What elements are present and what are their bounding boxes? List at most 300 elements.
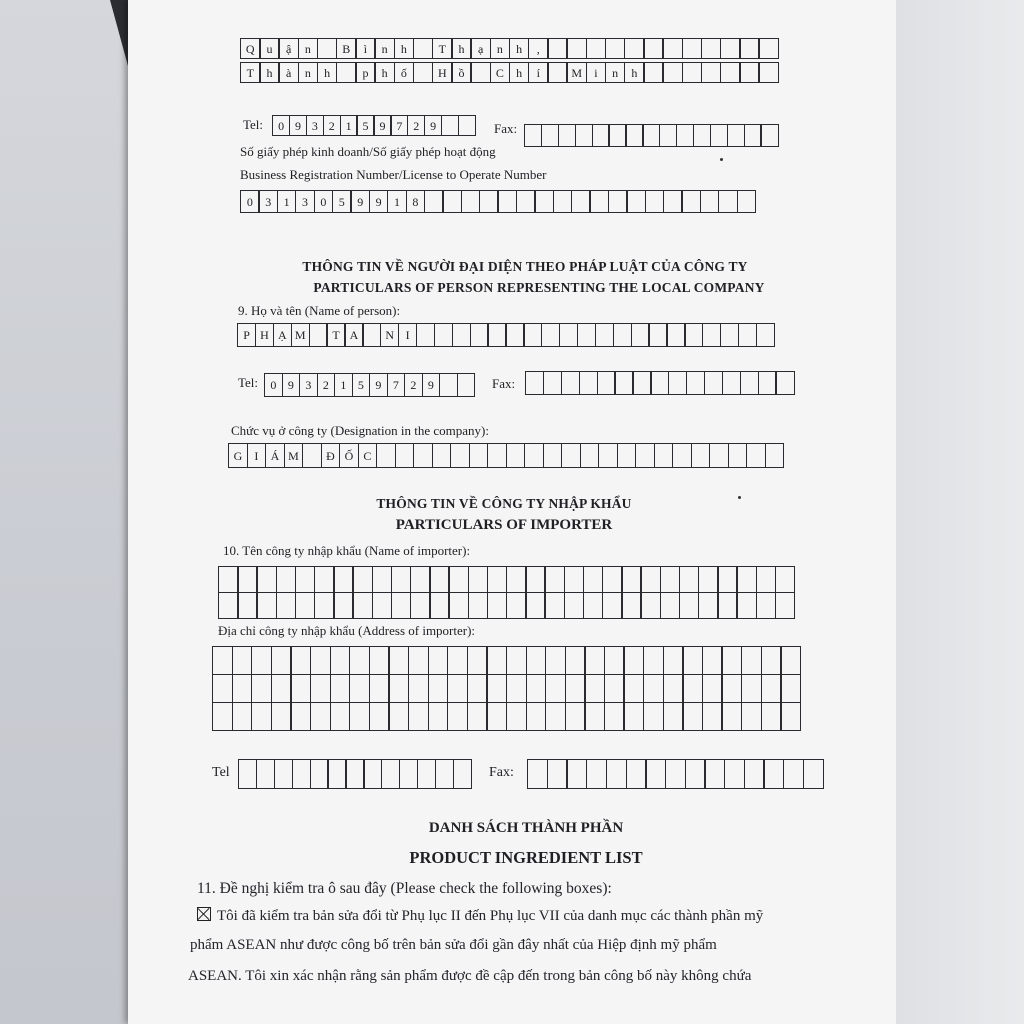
char-box[interactable]	[621, 566, 642, 593]
char-box[interactable]: n	[374, 38, 395, 59]
char-box[interactable]	[413, 443, 433, 468]
char-box[interactable]	[410, 592, 431, 619]
char-box[interactable]: A	[344, 323, 363, 347]
char-box[interactable]	[218, 592, 239, 619]
char-box[interactable]	[545, 702, 566, 731]
char-box[interactable]: M	[284, 443, 304, 468]
char-box[interactable]: N	[380, 323, 399, 347]
char-box[interactable]	[684, 323, 703, 347]
char-box[interactable]	[602, 566, 623, 593]
char-box[interactable]	[736, 592, 757, 619]
char-box[interactable]	[487, 323, 506, 347]
char-box[interactable]	[702, 646, 723, 675]
char-box[interactable]	[704, 759, 725, 789]
char-box[interactable]	[763, 759, 784, 789]
char-box[interactable]	[642, 124, 660, 147]
char-box[interactable]	[663, 190, 683, 213]
char-box[interactable]: h	[394, 38, 415, 59]
char-box[interactable]	[428, 674, 449, 703]
char-box[interactable]	[648, 323, 667, 347]
importer-name-row1[interactable]	[218, 566, 794, 593]
char-box[interactable]: 9	[350, 190, 370, 213]
char-box[interactable]	[295, 566, 316, 593]
char-box[interactable]: à	[278, 62, 299, 83]
char-box[interactable]	[276, 592, 297, 619]
char-box[interactable]	[363, 759, 382, 789]
char-box[interactable]	[274, 759, 293, 789]
char-box[interactable]	[506, 646, 527, 675]
license-number-boxes[interactable]	[240, 190, 755, 213]
char-box[interactable]	[761, 674, 782, 703]
char-box[interactable]	[439, 373, 458, 397]
char-box[interactable]	[391, 592, 412, 619]
char-box[interactable]	[212, 646, 233, 675]
char-box[interactable]	[632, 371, 651, 395]
char-box[interactable]	[232, 674, 253, 703]
char-box[interactable]: 3	[258, 190, 278, 213]
char-box[interactable]	[547, 38, 568, 59]
char-box[interactable]	[668, 371, 687, 395]
char-box[interactable]	[704, 371, 723, 395]
char-box[interactable]: Q	[240, 38, 261, 59]
char-box[interactable]: n	[298, 38, 319, 59]
char-box[interactable]	[663, 674, 684, 703]
char-box[interactable]	[470, 62, 491, 83]
char-box[interactable]	[577, 323, 596, 347]
char-box[interactable]	[623, 674, 644, 703]
char-box[interactable]	[663, 646, 684, 675]
representative-tel-boxes[interactable]	[264, 373, 474, 397]
char-box[interactable]	[682, 674, 703, 703]
char-box[interactable]	[541, 124, 559, 147]
char-box[interactable]	[660, 592, 681, 619]
char-box[interactable]	[756, 592, 777, 619]
char-box[interactable]	[643, 646, 664, 675]
char-box[interactable]	[617, 443, 637, 468]
char-box[interactable]: 9	[422, 373, 441, 397]
char-box[interactable]	[388, 646, 409, 675]
char-box[interactable]	[604, 674, 625, 703]
char-box[interactable]	[369, 674, 390, 703]
importer-address-row3[interactable]	[212, 702, 800, 731]
char-box[interactable]: n	[490, 38, 511, 59]
char-box[interactable]	[672, 443, 692, 468]
char-box[interactable]: T	[240, 62, 261, 83]
char-box[interactable]	[314, 592, 335, 619]
char-box[interactable]	[450, 443, 470, 468]
char-box[interactable]	[740, 371, 759, 395]
char-box[interactable]	[756, 323, 775, 347]
char-box[interactable]: i	[586, 62, 607, 83]
char-box[interactable]: h	[374, 62, 395, 83]
importer-fax-boxes[interactable]	[527, 759, 823, 789]
char-box[interactable]: 3	[306, 115, 324, 136]
char-box[interactable]	[388, 702, 409, 731]
char-box[interactable]	[310, 759, 329, 789]
char-box[interactable]	[212, 702, 233, 731]
char-box[interactable]	[686, 371, 705, 395]
char-box[interactable]	[709, 443, 729, 468]
char-box[interactable]	[327, 759, 346, 789]
char-box[interactable]: I	[398, 323, 417, 347]
char-box[interactable]: Đ	[321, 443, 341, 468]
char-box[interactable]	[698, 566, 719, 593]
char-box[interactable]	[468, 592, 489, 619]
char-box[interactable]	[775, 592, 796, 619]
char-box[interactable]: h	[259, 62, 280, 83]
char-box[interactable]	[761, 702, 782, 731]
char-box[interactable]	[614, 371, 633, 395]
char-box[interactable]	[212, 674, 233, 703]
char-box[interactable]	[506, 702, 527, 731]
char-box[interactable]	[428, 646, 449, 675]
char-box[interactable]: 3	[299, 373, 318, 397]
char-box[interactable]	[369, 702, 390, 731]
char-box[interactable]	[486, 702, 507, 731]
char-box[interactable]: 0	[240, 190, 260, 213]
char-box[interactable]	[424, 190, 444, 213]
char-box[interactable]: h	[451, 38, 472, 59]
char-box[interactable]	[666, 323, 685, 347]
char-box[interactable]	[417, 759, 436, 789]
char-box[interactable]	[685, 759, 706, 789]
char-box[interactable]: u	[259, 38, 280, 59]
char-box[interactable]: 5	[352, 373, 371, 397]
char-box[interactable]	[654, 443, 674, 468]
char-box[interactable]	[598, 443, 618, 468]
char-box[interactable]: 9	[424, 115, 442, 136]
char-box[interactable]	[271, 702, 292, 731]
char-box[interactable]	[349, 702, 370, 731]
char-box[interactable]: 2	[323, 115, 341, 136]
char-box[interactable]	[580, 443, 600, 468]
char-box[interactable]	[349, 646, 370, 675]
char-box[interactable]	[527, 759, 548, 789]
char-box[interactable]	[506, 566, 527, 593]
char-box[interactable]	[583, 592, 604, 619]
char-box[interactable]	[586, 759, 607, 789]
char-box[interactable]	[333, 566, 354, 593]
char-box[interactable]	[676, 124, 694, 147]
char-box[interactable]	[586, 38, 607, 59]
char-box[interactable]	[650, 371, 669, 395]
char-box[interactable]	[566, 38, 587, 59]
char-box[interactable]	[429, 592, 450, 619]
char-box[interactable]: n	[298, 62, 319, 83]
char-box[interactable]: 0	[264, 373, 283, 397]
char-box[interactable]: h	[509, 62, 530, 83]
char-box[interactable]	[310, 702, 331, 731]
char-box[interactable]	[561, 443, 581, 468]
char-box[interactable]	[710, 124, 728, 147]
char-box[interactable]	[758, 38, 779, 59]
char-box[interactable]	[643, 62, 664, 83]
char-box[interactable]	[662, 38, 683, 59]
char-box[interactable]	[702, 702, 723, 731]
char-box[interactable]	[545, 674, 566, 703]
char-box[interactable]: h	[624, 62, 645, 83]
char-box[interactable]	[717, 566, 738, 593]
char-box[interactable]: ạ	[470, 38, 491, 59]
char-box[interactable]: T	[326, 323, 345, 347]
char-box[interactable]	[720, 323, 739, 347]
char-box[interactable]	[441, 115, 459, 136]
char-box[interactable]: 1	[334, 373, 353, 397]
char-box[interactable]: ,	[528, 38, 549, 59]
char-box[interactable]	[718, 190, 738, 213]
char-box[interactable]	[635, 443, 655, 468]
char-box[interactable]	[701, 38, 722, 59]
char-box[interactable]	[399, 759, 418, 789]
char-box[interactable]	[408, 702, 429, 731]
char-box[interactable]: 7	[390, 115, 408, 136]
char-box[interactable]	[345, 759, 364, 789]
char-box[interactable]	[682, 646, 703, 675]
char-box[interactable]	[736, 566, 757, 593]
char-box[interactable]	[470, 323, 489, 347]
char-box[interactable]: 9	[373, 115, 391, 136]
char-box[interactable]	[663, 702, 684, 731]
char-box[interactable]	[516, 190, 536, 213]
char-box[interactable]	[448, 566, 469, 593]
char-box[interactable]	[310, 674, 331, 703]
char-box[interactable]: 5	[356, 115, 374, 136]
char-box[interactable]	[559, 323, 578, 347]
char-box[interactable]	[691, 443, 711, 468]
char-box[interactable]	[579, 371, 598, 395]
char-box[interactable]	[295, 592, 316, 619]
char-box[interactable]	[765, 443, 785, 468]
char-box[interactable]	[395, 443, 415, 468]
char-box[interactable]	[602, 592, 623, 619]
char-box[interactable]	[698, 592, 719, 619]
char-box[interactable]	[608, 124, 626, 147]
char-box[interactable]	[506, 443, 526, 468]
char-box[interactable]	[388, 674, 409, 703]
char-box[interactable]	[238, 759, 257, 789]
char-box[interactable]	[524, 443, 544, 468]
char-box[interactable]	[583, 566, 604, 593]
char-box[interactable]	[659, 124, 677, 147]
char-box[interactable]	[256, 566, 277, 593]
char-box[interactable]	[738, 323, 757, 347]
char-box[interactable]	[744, 759, 765, 789]
char-box[interactable]	[606, 759, 627, 789]
char-box[interactable]	[497, 190, 517, 213]
char-box[interactable]	[448, 592, 469, 619]
char-box[interactable]	[544, 566, 565, 593]
importer-address-row1[interactable]	[212, 646, 800, 675]
char-box[interactable]	[613, 323, 632, 347]
char-box[interactable]	[413, 38, 434, 59]
char-box[interactable]	[330, 702, 351, 731]
char-box[interactable]	[739, 38, 760, 59]
char-box[interactable]	[584, 674, 605, 703]
char-box[interactable]	[720, 38, 741, 59]
char-box[interactable]	[643, 702, 664, 731]
char-box[interactable]: h	[509, 38, 530, 59]
char-box[interactable]: G	[228, 443, 248, 468]
char-box[interactable]: p	[355, 62, 376, 83]
char-box[interactable]	[665, 759, 686, 789]
char-box[interactable]	[727, 124, 745, 147]
char-box[interactable]	[317, 38, 338, 59]
char-box[interactable]	[469, 443, 489, 468]
char-box[interactable]	[467, 646, 488, 675]
char-box[interactable]	[775, 371, 794, 395]
char-box[interactable]	[701, 62, 722, 83]
char-box[interactable]	[682, 62, 703, 83]
char-box[interactable]	[349, 674, 370, 703]
char-box[interactable]	[486, 646, 507, 675]
char-box[interactable]	[381, 759, 400, 789]
char-box[interactable]	[457, 373, 476, 397]
char-box[interactable]	[721, 702, 742, 731]
char-box[interactable]	[720, 62, 741, 83]
char-box[interactable]	[290, 646, 311, 675]
char-box[interactable]	[372, 566, 393, 593]
char-box[interactable]	[728, 443, 748, 468]
char-box[interactable]	[660, 566, 681, 593]
char-box[interactable]	[523, 323, 542, 347]
char-box[interactable]	[526, 702, 547, 731]
char-box[interactable]	[232, 646, 253, 675]
char-box[interactable]	[564, 592, 585, 619]
char-box[interactable]	[525, 371, 544, 395]
char-box[interactable]: 9	[369, 373, 388, 397]
char-box[interactable]	[605, 38, 626, 59]
char-box[interactable]	[682, 38, 703, 59]
char-box[interactable]	[372, 592, 393, 619]
char-box[interactable]	[682, 702, 703, 731]
char-box[interactable]	[746, 443, 766, 468]
char-box[interactable]	[461, 190, 481, 213]
char-box[interactable]	[429, 566, 450, 593]
char-box[interactable]	[553, 190, 573, 213]
char-box[interactable]: h	[317, 62, 338, 83]
char-box[interactable]	[534, 190, 554, 213]
designation-boxes[interactable]	[228, 443, 783, 468]
char-box[interactable]	[724, 759, 745, 789]
char-box[interactable]	[643, 38, 664, 59]
char-box[interactable]: n	[605, 62, 626, 83]
char-box[interactable]	[452, 323, 471, 347]
char-box[interactable]	[479, 190, 499, 213]
char-box[interactable]	[547, 759, 568, 789]
char-box[interactable]	[679, 566, 700, 593]
char-box[interactable]	[218, 566, 239, 593]
char-box[interactable]	[547, 62, 568, 83]
char-box[interactable]	[640, 592, 661, 619]
char-box[interactable]: I	[247, 443, 267, 468]
char-box[interactable]: Á	[265, 443, 285, 468]
char-box[interactable]	[722, 371, 741, 395]
char-box[interactable]	[376, 443, 396, 468]
char-box[interactable]	[737, 190, 757, 213]
char-box[interactable]: ì	[355, 38, 376, 59]
char-box[interactable]	[352, 566, 373, 593]
char-box[interactable]	[237, 566, 258, 593]
char-box[interactable]	[545, 646, 566, 675]
char-box[interactable]	[526, 674, 547, 703]
char-box[interactable]: 9	[369, 190, 389, 213]
char-box[interactable]	[271, 646, 292, 675]
char-box[interactable]	[410, 566, 431, 593]
char-box[interactable]	[758, 371, 777, 395]
char-box[interactable]	[566, 759, 587, 789]
char-box[interactable]	[608, 190, 628, 213]
char-box[interactable]	[544, 592, 565, 619]
char-box[interactable]	[442, 190, 462, 213]
char-box[interactable]	[543, 371, 562, 395]
char-box[interactable]	[584, 646, 605, 675]
char-box[interactable]	[256, 592, 277, 619]
char-box[interactable]: 9	[282, 373, 301, 397]
char-box[interactable]: 9	[289, 115, 307, 136]
company-fax-boxes[interactable]	[524, 124, 777, 147]
char-box[interactable]	[631, 323, 650, 347]
char-box[interactable]	[292, 759, 311, 789]
char-box[interactable]	[467, 674, 488, 703]
char-box[interactable]	[506, 592, 527, 619]
char-box[interactable]	[237, 592, 258, 619]
char-box[interactable]: Ố	[339, 443, 359, 468]
char-box[interactable]: 0	[314, 190, 334, 213]
importer-address-row2[interactable]	[212, 674, 800, 703]
char-box[interactable]	[744, 124, 762, 147]
char-box[interactable]: 1	[387, 190, 407, 213]
char-box[interactable]	[434, 323, 453, 347]
char-box[interactable]	[251, 702, 272, 731]
char-box[interactable]: T	[432, 38, 453, 59]
char-box[interactable]	[645, 759, 666, 789]
char-box[interactable]	[575, 124, 593, 147]
char-box[interactable]	[626, 190, 646, 213]
char-box[interactable]	[290, 674, 311, 703]
char-box[interactable]: 8	[406, 190, 426, 213]
char-box[interactable]	[626, 759, 647, 789]
char-box[interactable]	[486, 674, 507, 703]
char-box[interactable]	[458, 115, 476, 136]
char-box[interactable]	[391, 566, 412, 593]
char-box[interactable]	[505, 323, 524, 347]
char-box[interactable]	[803, 759, 824, 789]
char-box[interactable]	[780, 702, 801, 731]
char-box[interactable]	[487, 566, 508, 593]
char-box[interactable]	[435, 759, 454, 789]
char-box[interactable]: B	[336, 38, 357, 59]
char-box[interactable]	[741, 674, 762, 703]
char-box[interactable]	[408, 646, 429, 675]
char-box[interactable]	[702, 323, 721, 347]
char-box[interactable]	[592, 124, 610, 147]
char-box[interactable]	[624, 38, 645, 59]
char-box[interactable]	[309, 323, 328, 347]
char-box[interactable]	[761, 646, 782, 675]
char-box[interactable]	[643, 674, 664, 703]
char-box[interactable]	[487, 443, 507, 468]
char-box[interactable]: 2	[317, 373, 336, 397]
char-box[interactable]	[679, 592, 700, 619]
char-box[interactable]	[571, 190, 591, 213]
char-box[interactable]	[564, 566, 585, 593]
char-box[interactable]	[487, 592, 508, 619]
char-box[interactable]	[251, 646, 272, 675]
char-box[interactable]	[595, 323, 614, 347]
char-box[interactable]	[447, 702, 468, 731]
char-box[interactable]	[780, 646, 801, 675]
char-box[interactable]	[721, 674, 742, 703]
